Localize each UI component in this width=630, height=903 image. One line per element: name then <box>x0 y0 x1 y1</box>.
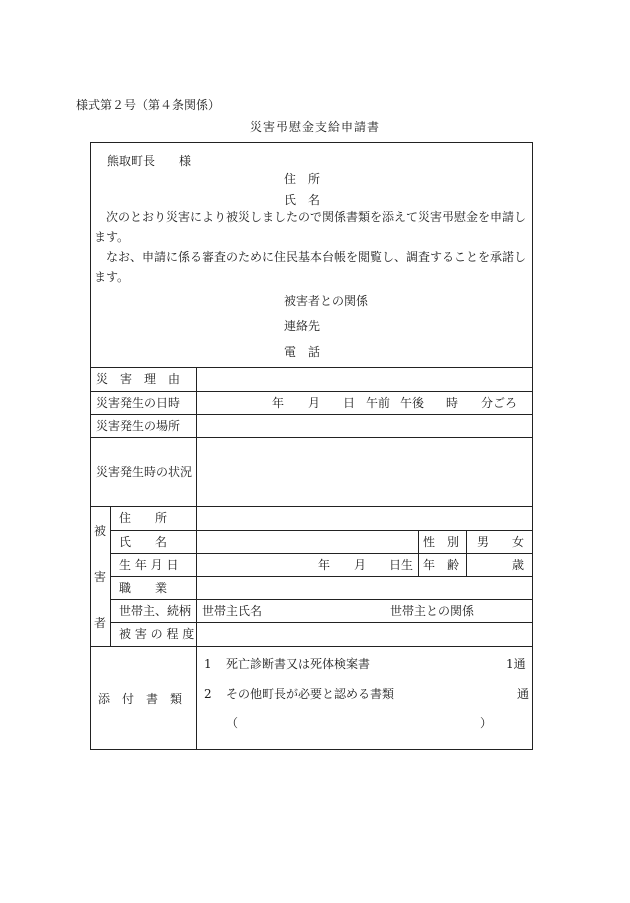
age-label: 年 齢 <box>423 558 460 572</box>
householder-name-label: 世帯主氏名 <box>202 604 263 618</box>
column-divider <box>110 506 111 646</box>
birth-year: 年 <box>318 558 331 572</box>
dt-minute: 分ごろ <box>481 396 518 410</box>
sex-male: 男 <box>477 535 490 549</box>
victim-char-2: 害 <box>94 570 107 584</box>
attachment-1-number: 1 <box>204 657 212 671</box>
row-divider <box>90 646 533 647</box>
column-divider <box>466 530 467 576</box>
phone-label: 電 話 <box>284 345 321 359</box>
row-divider <box>110 622 533 623</box>
disaster-datetime-label: 災害発生の日時 <box>96 396 181 410</box>
applicant-name-label: 氏 名 <box>284 193 321 207</box>
attachments-label: 添 付 書 類 <box>98 692 183 706</box>
form-number: 様式第２号（第４条関係） <box>76 98 221 112</box>
contact-label: 連絡先 <box>284 319 321 333</box>
sex-label: 性 別 <box>423 535 460 549</box>
victim-address-label: 住 所 <box>119 511 168 525</box>
addressee: 熊取町長 様 <box>107 154 192 168</box>
householder-relation-label: 世帯主との関係 <box>390 604 475 618</box>
sex-female: 女 <box>512 535 525 549</box>
column-divider <box>196 367 197 750</box>
attachment-1-count: 1通 <box>506 657 526 671</box>
paren-open: （ <box>226 716 239 730</box>
disaster-place-label: 災害発生の場所 <box>96 419 181 433</box>
dt-pm: 午後 <box>400 396 425 410</box>
row-divider <box>110 599 533 600</box>
age-unit: 歳 <box>512 558 525 572</box>
birthdate-label: 生 年 月 日 <box>119 558 179 572</box>
disaster-reason-label: 災 害 理 由 <box>96 372 181 386</box>
row-divider <box>90 367 533 368</box>
dt-year: 年 <box>272 396 285 410</box>
attachment-2-text: その他町長が必要と認める書類 <box>226 687 395 701</box>
form-title: 災害弔慰金支給申請書 <box>249 120 380 134</box>
victim-char-1: 被 <box>94 524 107 538</box>
damage-label: 被 害 の 程 度 <box>119 627 195 641</box>
row-divider <box>90 414 533 415</box>
attachment-2-number: 2 <box>204 687 212 701</box>
row-divider <box>90 506 533 507</box>
disaster-situation-label: 災害発生時の状況 <box>96 465 193 479</box>
row-divider <box>110 530 533 531</box>
relation-label: 被害者との関係 <box>284 294 369 308</box>
row-divider <box>110 576 533 577</box>
dt-day: 日 <box>343 396 356 410</box>
victim-name-label: 氏 名 <box>119 535 168 549</box>
statement-2: なお、申請に係る審査のために住民基本台帳を閲覧し、調査することを承諾します。 <box>94 250 527 284</box>
column-divider <box>418 530 419 576</box>
birth-day: 日生 <box>389 558 414 572</box>
row-divider <box>110 553 533 554</box>
row-divider <box>90 437 533 438</box>
victim-char-3: 者 <box>94 616 107 630</box>
householder-label: 世帯主、続柄 <box>119 604 192 618</box>
statement-1: 次のとおり災害により被災しましたので関係書類を添えて災害弔慰金を申請します。 <box>94 210 527 244</box>
row-divider <box>90 391 533 392</box>
dt-am: 午前 <box>366 396 391 410</box>
occupation-label: 職 業 <box>119 581 168 595</box>
dt-month: 月 <box>308 396 321 410</box>
applicant-address-label: 住 所 <box>284 172 321 186</box>
attachment-1-text: 死亡診断書又は死体検案書 <box>226 657 371 671</box>
paren-close: ） <box>480 716 493 730</box>
birth-month: 月 <box>354 558 367 572</box>
dt-hour: 時 <box>446 396 459 410</box>
attachment-2-count: 通 <box>517 687 530 701</box>
